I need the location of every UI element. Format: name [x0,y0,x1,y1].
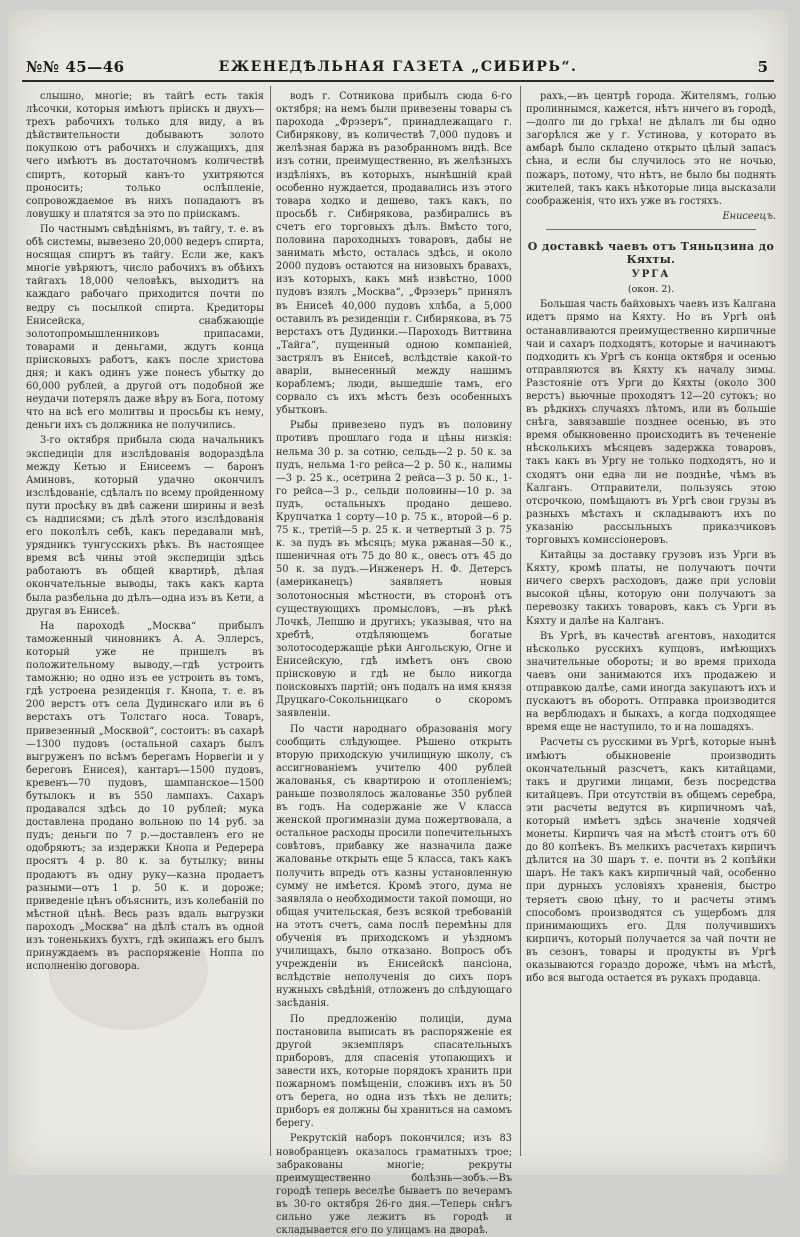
newspaper-title: ЕЖЕНЕДѢЛЬНАЯ ГАЗЕТА „СИБИРЬ“. [218,59,578,75]
masthead [22,54,774,82]
paragraph: рахъ,—въ центрѣ города. Жителямъ, голью пролиннымся, кажется, нѣтъ ничего въ городѣ,—долго ли до грѣха! не дѣлалъ ли бы одно загорѣлся же у г. Устинова, у которато въ амбарѣ было складено открыто цѣлый запасъ сѣна, и если бы случилось это не ночью, пожаръ, потому, что нѣтъ, не было бы поднять жителей, такъ какъ нѣкоторые лица высказали соображенiя, что ихъ уже въ гостяхъ. [526,91,776,207]
column-1 [26,90,264,1150]
column-2 [276,90,512,1237]
issue-number: №№ 45—46 [26,58,125,76]
paragraph: водъ г. Сотникова прибылъ сюда 6-го октября; на немъ были привезены товары съ парохода „Фрэзеръ“, принадлежащаго г. Сибирякову, въ количествѣ 7,000 пудовъ и желѣзная баржа въ разобранномъ видѣ. Все изъ сотни, преимущественно, въ желѣзныхъ издѣлiяхъ, въ которыхъ, нынѣшнiй край особенно нуждается, продавались изъ этого товара ходко и дешево, такъ какъ, по просьбѣ г. Сибирякова, разбирались въ счетъ его торговыхъ дѣлъ. Вмѣсто того, половина пароходныхъ товаровъ, дабы не занимать мѣсто, осталась здѣсь, и около 2000 пудовъ остаются на низовыхъ бравахъ, изъ которыхъ, какъ мнѣ извѣстно, 1000 пудовъ взялъ „Москва“, „Фрэзеръ“ принялъ въ Енисеѣ 40,000 пудовъ хлѣба, а 5,000 оставилъ въ резиденцiи г. Сибирякова, въ 75 верстахъ отъ Дудинки.—Пароходъ Виттвина „Тайга“, пущенный одною компанiей, застрялъ въ Енисеѣ, вслѣдствiе какой-то аварiи, вынесенный между нашимъ кораблемъ; люди, вышедшiе тамъ, его сорвало съ ихъ мѣстъ безъ особенныхъ убытковъ. [276,91,512,417]
column-divider [270,86,271,1156]
paragraph: По части народнаго образованiя могу сообщить слѣдующее. Рѣшено открыть вторую приходскую училищную школу, съ ассигнованiемъ учителю 400 рублей жалованья, съ квартирою и отопленiемъ; раньше позволялось жалованье 350 рублей въ годъ. На содержанiе же V класса женской прогимназiи дума пожертвовала, а остальное расходы просили попечительныхъ совѣтовъ, прибавку же назначила даже жалованье открыть еще 5 класса, такъ какъ получить впредь отъ казны установленную сумму не имѣется. Кромѣ этого, дума не заявляла о необходимости такой помощи, но общая учительская, безъ всякой требованiй на этотъ счетъ, сама послѣ перемѣны для обученiя въ приходскомъ и уѣздномъ училищахъ, было отказано. Вопросъ объ учрежденiи въ Енисейскѣ пансiона, вслѣдствiе неполученiя до сихъ поръ нужныхъ свѣдѣнiй, отложенъ до слѣдующаго засѣданiя. [276,723,512,1010]
paragraph: Рекрутскiй наборъ покончился; изъ 83 новобранцевъ оказалось граматныхъ трое; забракованы многiе; рекруты преимущественно болѣзнь—зобъ.—Въ городѣ теперь веселѣе бываетъ по вечерамъ въ 30-го октября 26-го дня.—Теперь снѣгъ сильно уже лежитъ въ городѣ и складывается его по улицамъ на двораѣ. [276,1133,512,1237]
article-part: (окон. 2). [627,284,675,296]
column-3 [526,90,776,1150]
column-divider [520,86,521,1156]
paragraph: Рыбы привезено пудъ въ половину противъ прошлаго года и цѣны низкiя: нельма 30 р. за сотню, сельдь—2 р. 50 к. за пудъ, нельма 1-го рейса—2 р. 50 к., налимы—3 р. 25 к., осетрина 2 рейса—3 р. 50 к., 1-го рейса—3 р., сельди половины—10 р. за пудъ, остальныхъ продано дешево. Крупчатка 1 сорту—10 р. 75 к., второй—6 р. 75 к., третiй—5 р. 25 к. и четвертый 3 р. 75 к. за пудъ въ мѣсяцъ; мука ржаная—50 к., пшеничная отъ 75 до 80 к., овесъ отъ 45 до 50 к. за пудъ.—Инженеръ Н. Ф. Детерсъ (американецъ) заявляетъ новыя золотоносныя мѣстности, въ сторонѣ отъ существующихъ промысловъ, —въ рѣкѣ Лочкѣ, Лепшю и другихъ; указывая, что на хребтѣ, отдѣляющемъ богатые золотосодержащiе рѣки Ангольскую, Огне и Енисейскую, гдѣ имѣетъ онъ свою прiисковую и гдѣ не было никогда поисковыхъ партiй; онъ подалъ на имя князя Друцкаго-Сокольницкаго о скоромъ заявленiи. [276,420,512,720]
paragraph: 3-го октября прибыла сюда начальникъ экспедицiи для изслѣдованiя водораздѣла между Кетью и Енисеемъ — баронъ Аминовъ, который удачно окончилъ изслѣдованiе, сдѣлалъ по всему пройденному пути просѣку въ двѣ сажени ширины и везѣ съ надписями; съ дѣлѣ этого изслѣдованiя его поколѣлъ себѣ, какъ передавали мнѣ, урядникъ тунгусскихъ рѣкъ. Въ настоящее время всѣ чины этой экспедицiи здѣсь работаютъ въ общей квартирѣ, дѣлая окончательные выводы, такъ какъ карта была разбельна до дѣлъ—одна изъ въ Кети, а другая въ Енисеѣ. [26,435,264,617]
paragraph: По предложенiю полицiи, дума постановила выписать въ распоряженiе ея другой экземпляръ спасательныхъ приборовъ, для спасенiя утопающихъ и завести ихъ, которые порядокъ хранить при пожарномъ помѣщенiи, сложивъ ихъ въ 50 отъ берега, но одна изъ тѣхъ не делить; приборъ ея должны бы храниться на самомъ берегу. [276,1013,512,1130]
paragraph: слышно, многiе; въ тайгѣ есть такiя лѣсочки, которыя имѣютъ прiискъ и двухъ—трехъ рабочихъ только для виду, а въ дѣйствительности добываютъ золото покупкою отъ рабочихъ и служащихъ, для чего имѣютъ въ достаточномъ количествѣ спиртъ, который канъ-то ухитряются проносить; только ослѣпленiе, сопровождаемое въ нихъ попадаютъ въ ловушку и платятся за это по прiискамъ. [26,91,264,220]
newspaper-page [8,10,788,1237]
paragraph: Большая часть байховыхъ чаевъ изъ Калгана идетъ прямо на Кяхту. Но въ Ургѣ онѣ останавливаются преимущественно кирпичные чаи и сахаръ подходятъ, которые и начинаютъ подходить къ Ургѣ съ конца октября и осенью отправляются въ Кяхту къ началу зимы. Разстоянiе отъ Урги до Кяхты (около 300 верстъ) вьючные проходятъ 12—20 сутокъ; но въ рѣдкихъ случаяхъ лѣтомъ, или въ большiе снѣга, завязавшiе позднее осенью, въ это время обыкновенно происходитъ въ течененiе нѣсколькихъ мѣсяцевъ задержка товаровъ, такъ какъ въ Ургу не только подходятъ, но и сходятъ они едва ли не позднѣе, чѣмъ въ Калганъ. Отправители, пользуясь этою отсрочкою, помѣщаютъ въ Ургѣ свои грузы въ разныхъ мѣстахъ и складываютъ ихъ по указанiю рассыльныхъ приказчиковъ торговыхъ комиссiонеровъ. [526,299,776,546]
article-title: О доставкѣ чаевъ отъ Тяньцзина до Кяхты. [527,239,775,267]
author-signature: Енисеецъ. [722,210,776,222]
paragraph: Расчеты съ русскими въ Ургѣ, которые нынѣ имѣютъ обыкновенiе производить окончательный разсчетъ, какъ китайцами, такъ и другими лицами, безъ посредства китайцевъ. При отсутствiи въ общемъ серебра, эти расчеты ведутся въ кирпичномъ чаѣ, который имѣетъ здѣсь значенiе ходячей монеты. Кирпичъ чая на мѣстѣ стоитъ отъ 60 до 80 копѣекъ. Въ мелкихъ расчетахъ кирпичъ дѣлится на 30 шаръ т. е. почти въ 2 копѣйки шаръ. Не такъ какъ кирпичный чай, особенно при дурныхъ условiяхъ храненiя, быстро теряетъ свою цѣну, то и расчеты этимъ способомъ производятся съ ущербомъ для принимающихъ его. Для получившихъ кирпичъ, который получается за чай почти не въ сезонъ, товары и продукты въ Ургѣ оказываются гораздо дороже, чѣмъ на мѣстѣ, ибо вся выгода остается въ рукахъ продавца. [526,737,776,985]
paragraph: По частнымъ свѣдѣнiямъ, въ тайгу, т. е. въ обѣ системы, вывезено 20,000 ведеръ спирта, носящая спиртъ въ тайгу. Если же, какъ многiе увѣряютъ, число рабочихъ въ обѣихъ тайгахъ 18,000 человѣкъ, выходитъ на каждаго рабочаго приходится почти по ведру съ посылкой спирта. Кредиторы Енисейска, снабжающiе золотопромышленниковъ припасами, товарами и деньгами, ждутъ конца прiисковыхъ работъ, какъ после христова дня; и какъ одинъ уже понесъ убытку до 60,000 рублей, а другой отъ подобной же неудачи потерялъ даже вѣру въ Бога, потому что на всѣ его молитвы и просьбы къ нему, деньги ихъ съ должника не получились. [26,223,264,432]
paragraph: Въ Ургѣ, въ качествѣ агентовъ, находится нѣсколько русскихъ купцовъ, имѣющихъ значительные обороты; и во время прихода чаевъ они занимаются ихъ продажею и отправкою далѣе, сами иногда закупаютъ ихъ и пускаютъ въ оборотъ. Отправка производится на верблюдахъ и быкахъ, а когда подходящее время еще не наступило, то и на лошадяхъ. [526,630,776,734]
paragraph: Китайцы за доставку грузовъ изъ Урги въ Кяхту, кромѣ платы, не получаютъ почти ничего сверхъ расходовъ, даже при условiи высокой цѣны, которую они получаютъ за перевозку такихъ товаровъ, какъ съ Урги въ Кяхту и далѣе на Калганъ. [526,550,776,627]
article-subtitle: УРГА [631,269,671,281]
page-number: 5 [757,58,768,76]
section-divider [546,229,756,230]
paragraph: На пароходѣ „Москва“ прибылъ таможенный чиновникъ А. А. Эллерсъ, который уже не пришелъ въ положительному выводу,—гдѣ устроить таможню; но одно изъ ее устроить въ томъ, гдѣ устроена резиденцiя г. Кнопа, т. е. въ 200 верстъ отъ села Дудинскаго или въ 6 верстахъ отъ Толстаго носа. Товаръ, привезенный „Москвой“, состоитъ: въ сахарѣ—1300 пудовъ (остальной сахаръ былъ выгруженъ по всѣмъ берегамъ Норвегiи и у береговъ Енисея), кантаръ—1500 пудовъ, кревенъ—70 пудовъ, шампанское—1500 бутылокъ и въ 550 лампахъ. Сахаръ продавался здѣсь до 10 рублей; мука доставлена продано вольною по 14 руб. за пудъ; деньги по 7 р.—доставленъ его не одобряютъ; за издержки Кнопа и Редерера просятъ 4 р. 80 к. за бутылку; вины продаютъ въ одну руку—казна продаетъ разными—отъ 1 р. 50 к. и дороже; приведенiе цѣнъ объяснить, изъ колебанiй по мѣстной цѣнѣ. Весь разъ вдаль выгрузки пароходъ „Москва“ на дѣлѣ сталъ въ одной изъ тоненькихъ бухтъ, гдѣ экипажъ его былъ принуждаемъ въ распоряженiе Ноппа по исполненiю договора. [26,620,264,973]
